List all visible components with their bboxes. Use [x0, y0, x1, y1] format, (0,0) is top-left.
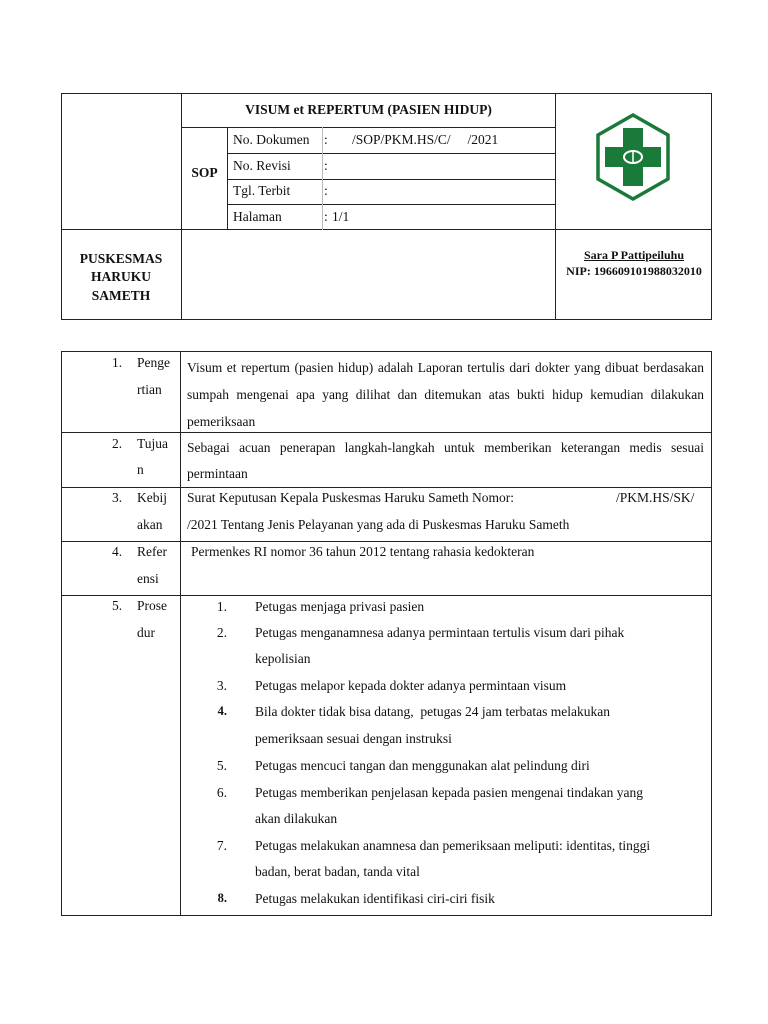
- section-number-4: 4.: [112, 544, 123, 559]
- step-text: pemeriksaan sesuai dengan instruksi: [255, 731, 452, 746]
- step-number: 3.: [216, 678, 227, 693]
- field-label-tgl-terbit: Tgl. Terbit: [233, 183, 291, 198]
- step-text: Petugas mencuci tangan dan menggunakan alat pelindung diri: [255, 758, 590, 773]
- section-number-2: 2.: [112, 436, 123, 451]
- section-label-4a: Refer: [137, 544, 167, 559]
- field-sep-halaman: :: [324, 209, 328, 224]
- step-number: 6.: [216, 785, 227, 800]
- procedure-list: [181, 593, 711, 913]
- step-number: 8.: [217, 891, 227, 905]
- section-text-kebijakan-1: Surat Keputusan Kepala Puskesmas Haruku Sameth Nomor:: [187, 490, 514, 505]
- field-label-no-dokumen: No. Dokumen: [233, 132, 310, 147]
- step-number: 5.: [216, 758, 227, 773]
- green-cross-logo-icon: [595, 112, 671, 202]
- section-label-5b: dur: [137, 625, 155, 640]
- section-label-3a: Kebij: [137, 490, 167, 505]
- section-number-5: 5.: [112, 598, 123, 613]
- section-text-kebijakan-1-right: /PKM.HS/SK/: [616, 490, 695, 505]
- field-label-halaman: Halaman: [233, 209, 282, 224]
- section-label-4b: ensi: [137, 571, 159, 586]
- field-sep-no-revisi: :: [324, 158, 328, 173]
- step-text: Bila dokter tidak bisa datang, petugas 24 jam terbatas melakukan: [255, 704, 611, 719]
- field-sep-tgl-terbit: :: [324, 183, 328, 198]
- section-text-referensi: Permenkes RI nomor 36 tahun 2012 tentang rahasia kedokteran: [191, 544, 535, 559]
- step-text: badan, berat badan, tanda vital: [255, 864, 420, 879]
- section-number-3: 3.: [112, 490, 123, 505]
- section-label-2a: Tujua: [137, 436, 169, 451]
- field-value-halaman: 1/1: [332, 209, 350, 224]
- step-text: Petugas memberikan penjelasan kepada pasien mengenai tindakan yang: [255, 785, 643, 800]
- sop-label: SOP: [191, 165, 218, 180]
- field-value-no-dokumen: /SOP/PKM.HS/C/ /2021: [352, 132, 499, 147]
- section-label-1b: rtian: [137, 382, 162, 397]
- institution-line-2: HARUKU: [91, 269, 151, 284]
- step-number: 2.: [216, 625, 227, 640]
- section-number-1: 1.: [112, 355, 123, 370]
- institution-line-3: SAMETH: [91, 288, 151, 303]
- section-label-2b: n: [137, 462, 144, 477]
- step-text: Petugas menjaga privasi pasien: [255, 599, 425, 614]
- step-number: 4.: [217, 704, 227, 718]
- step-text: Petugas melakukan anamnesa dan pemeriksaan meliputi: identitas, tinggi: [255, 838, 651, 853]
- document-title: VISUM et REPERTUM (PASIEN HIDUP): [245, 102, 492, 117]
- field-label-no-revisi: No. Revisi: [233, 158, 291, 173]
- step-text: kepolisian: [255, 651, 311, 666]
- signer-name: Sara P Pattipeiluhu: [583, 248, 684, 262]
- section-text-kebijakan-2: /2021 Tentang Jenis Pelayanan yang ada di Puskesmas Haruku Sameth: [187, 517, 570, 532]
- section-label-5a: Prose: [137, 598, 167, 613]
- step-number: 1.: [216, 599, 227, 614]
- section-label-1a: Penge: [137, 355, 170, 370]
- institution-line-1: PUSKESMAS: [79, 251, 163, 266]
- step-text: Petugas melapor kepada dokter adanya permintaan visum: [255, 678, 567, 693]
- step-text: Petugas melakukan identifikasi ciri-ciri fisik: [255, 891, 495, 906]
- section-text-pengertian: Visum et repertum (pasien hidup) adalah Laporan tertulis dari dokter yang dibuat berdasakan sumpah mengenai apa yang dilihat dan ditemukan atas bukti hidup kemudian dilakukan pemeriksaan: [187, 360, 704, 429]
- field-sep-no-dokumen: :: [324, 132, 328, 147]
- section-label-3b: akan: [137, 517, 163, 532]
- step-text: Petugas menganamnesa adanya permintaan tertulis visum dari pihak: [255, 625, 625, 640]
- signer-nip: NIP: 196609101988032010: [566, 264, 702, 278]
- step-text: akan dilakukan: [255, 811, 338, 826]
- section-text-tujuan: Sebagai acuan penerapan langkah-langkah untuk memberikan keterangan medis sesuai permintaan: [187, 440, 704, 481]
- step-number: 7.: [216, 838, 227, 853]
